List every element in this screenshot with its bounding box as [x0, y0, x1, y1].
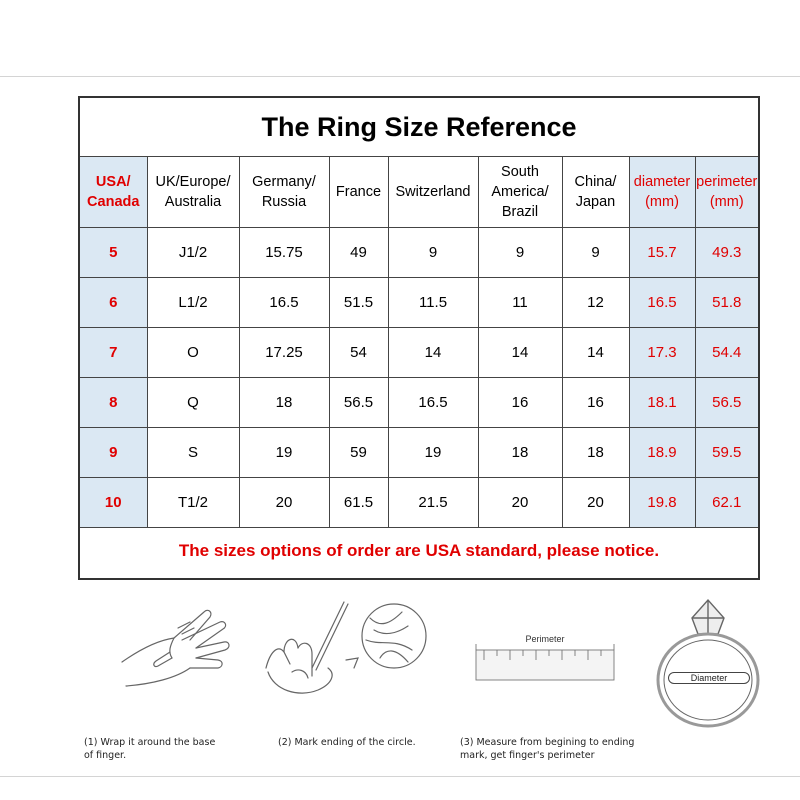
- step-1-caption: (1) Wrap it around the base of finger.: [84, 737, 216, 761]
- cell-uk: J1/2: [147, 228, 239, 278]
- cell-china: 9: [562, 228, 629, 278]
- cell-south-america: 20: [478, 478, 562, 528]
- cell-china: 12: [562, 278, 629, 328]
- cell-diameter: 15.7: [629, 228, 695, 278]
- ring-size-chart: [78, 96, 760, 580]
- table-row: [80, 428, 758, 478]
- header-france: France: [329, 157, 388, 228]
- header-uk: UK/Europe/ Australia: [147, 157, 239, 228]
- ruler-illustration: [470, 634, 620, 704]
- cell-uk: T1/2: [147, 478, 239, 528]
- ruler-perimeter-label: Perimeter: [470, 634, 620, 644]
- cell-france: 54: [329, 328, 388, 378]
- cell-germany: 15.75: [239, 228, 329, 278]
- header-usa: USA/ Canada: [80, 157, 147, 228]
- cell-perimeter: 56.5: [695, 378, 758, 428]
- ring-illustration: [648, 590, 768, 730]
- cell-switzerland: 14: [388, 328, 478, 378]
- cell-france: 51.5: [329, 278, 388, 328]
- cell-diameter: 18.1: [629, 378, 695, 428]
- cell-switzerland: 19: [388, 428, 478, 478]
- cell-perimeter: 51.8: [695, 278, 758, 328]
- cell-south-america: 18: [478, 428, 562, 478]
- table-row: [80, 328, 758, 378]
- cell-uk: S: [147, 428, 239, 478]
- cell-perimeter: 54.4: [695, 328, 758, 378]
- ring-diameter-label: Diameter: [668, 672, 750, 684]
- cell-germany: 18: [239, 378, 329, 428]
- top-divider: [0, 76, 800, 77]
- cell-germany: 20: [239, 478, 329, 528]
- cell-diameter: 18.9: [629, 428, 695, 478]
- header-china: China/ Japan: [562, 157, 629, 228]
- cell-france: 49: [329, 228, 388, 278]
- cell-south-america: 11: [478, 278, 562, 328]
- cell-france: 59: [329, 428, 388, 478]
- header-south-america: South America/ Brazil: [478, 157, 562, 228]
- cell-diameter: 16.5: [629, 278, 695, 328]
- cell-germany: 19: [239, 428, 329, 478]
- usa-standard-notice: The sizes options of order are USA standard, please notice.: [178, 541, 660, 560]
- cell-usa: 9: [80, 428, 147, 478]
- table-row: [80, 378, 758, 428]
- cell-usa: 7: [80, 328, 147, 378]
- hand-wrap-icon: [112, 600, 242, 700]
- cell-usa: 6: [80, 278, 147, 328]
- cell-china: 16: [562, 378, 629, 428]
- cell-switzerland: 21.5: [388, 478, 478, 528]
- header-switzerland: Switzerland: [388, 157, 478, 228]
- cell-perimeter: 62.1: [695, 478, 758, 528]
- cell-usa: 8: [80, 378, 147, 428]
- header-diameter: diameter (mm): [629, 157, 695, 228]
- cell-uk: L1/2: [147, 278, 239, 328]
- cell-china: 20: [562, 478, 629, 528]
- header-perimeter: perimeter (mm): [695, 157, 758, 228]
- cell-france: 61.5: [329, 478, 388, 528]
- cell-france: 56.5: [329, 378, 388, 428]
- cell-china: 18: [562, 428, 629, 478]
- cell-usa: 10: [80, 478, 147, 528]
- cell-china: 14: [562, 328, 629, 378]
- chart-title: The Ring Size Reference: [80, 98, 758, 157]
- cell-switzerland: 9: [388, 228, 478, 278]
- ring-size-table: [80, 157, 758, 528]
- measurement-steps: [0, 590, 800, 770]
- step-3-caption: (3) Measure from begining to ending mark, get finger's perimeter: [460, 737, 635, 761]
- cell-diameter: 17.3: [629, 328, 695, 378]
- cell-uk: O: [147, 328, 239, 378]
- cell-diameter: 19.8: [629, 478, 695, 528]
- cell-switzerland: 11.5: [388, 278, 478, 328]
- cell-south-america: 16: [478, 378, 562, 428]
- cell-uk: Q: [147, 378, 239, 428]
- cell-usa: 5: [80, 228, 147, 278]
- header-row: [80, 157, 758, 228]
- mark-circle-icon: [262, 594, 432, 706]
- cell-germany: 17.25: [239, 328, 329, 378]
- table-row: [80, 278, 758, 328]
- cell-south-america: 14: [478, 328, 562, 378]
- bottom-divider: [0, 776, 800, 777]
- table-row: [80, 228, 758, 278]
- ring-icon: [648, 590, 768, 730]
- cell-switzerland: 16.5: [388, 378, 478, 428]
- table-row: [80, 478, 758, 528]
- cell-germany: 16.5: [239, 278, 329, 328]
- step-2-caption: (2) Mark ending of the circle.: [278, 737, 416, 748]
- cell-perimeter: 49.3: [695, 228, 758, 278]
- ruler-icon: [470, 634, 620, 704]
- cell-south-america: 9: [478, 228, 562, 278]
- header-germany: Germany/ Russia: [239, 157, 329, 228]
- cell-perimeter: 59.5: [695, 428, 758, 478]
